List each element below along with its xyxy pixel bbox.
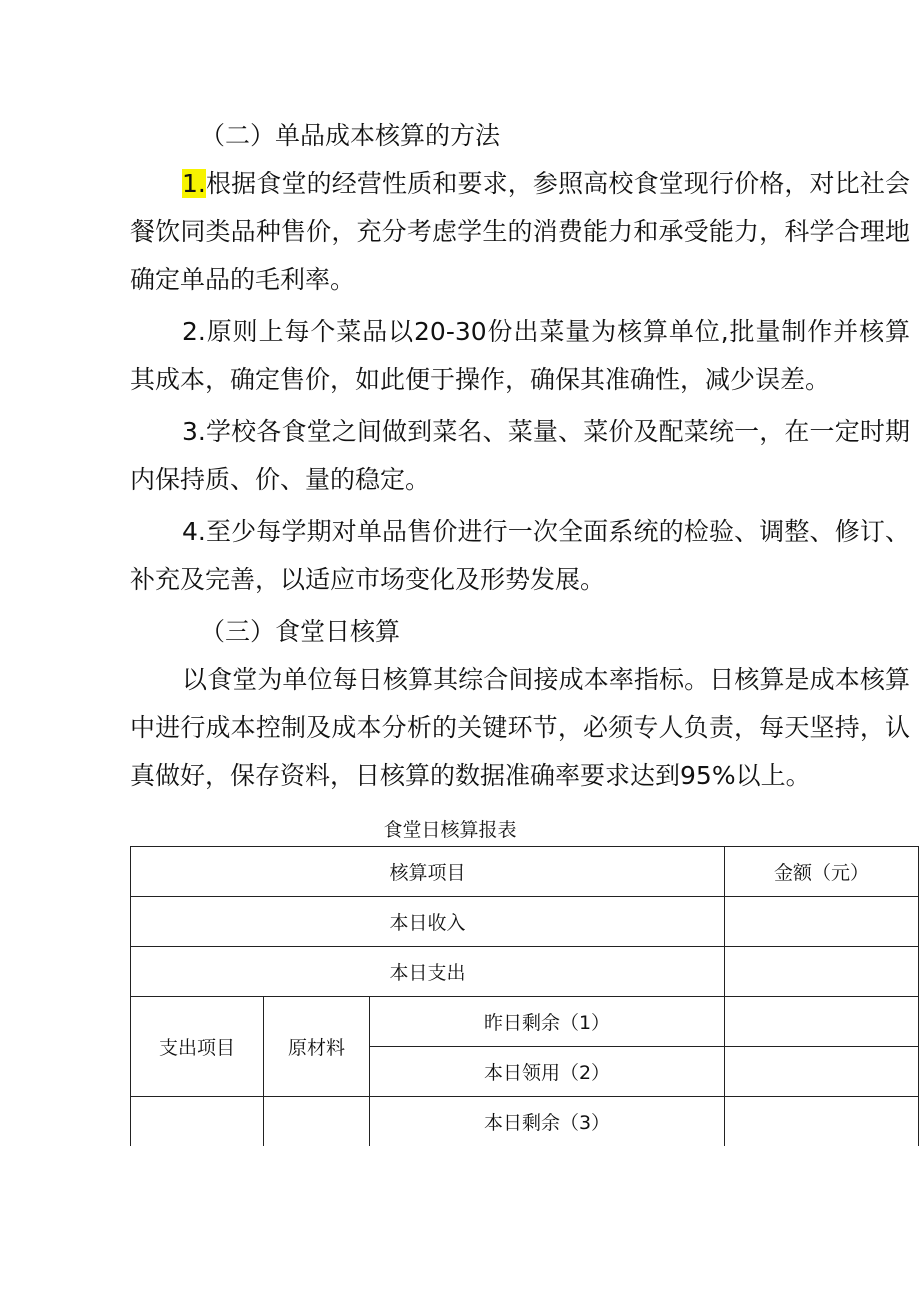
empty-cell	[264, 1097, 370, 1147]
table-caption: 食堂日核算报表	[383, 819, 517, 841]
row-income-label: 本日收入	[131, 897, 725, 947]
today-received-label: 本日领用（2）	[370, 1047, 725, 1097]
row-expense-label: 本日支出	[131, 947, 725, 997]
item-1-number: 1.	[182, 169, 206, 198]
table-row	[131, 1097, 919, 1147]
daily-accounting-table	[130, 846, 919, 1146]
item-1-text: 根据食堂的经营性质和要求，参照高校食堂现行价格，对比社会餐饮同类品种售价，充分考虑学生的消费能力和承受能力，科学合理地确定单品的毛利率。	[130, 169, 910, 294]
item-1	[130, 160, 910, 304]
today-remaining-label: 本日剩余（3）	[370, 1097, 725, 1147]
today-remaining-amount	[725, 1097, 919, 1147]
row-expense-amount	[725, 947, 919, 997]
empty-cell	[131, 1097, 264, 1147]
item-3-text: .学校各食堂之间做到菜名、菜量、菜价及配菜统一，在一定时期内保持质、价、量的稳定。	[130, 417, 910, 494]
table-row	[131, 897, 919, 947]
item-2	[130, 308, 910, 404]
yesterday-remaining-label: 昨日剩余（1）	[370, 997, 725, 1047]
item-4	[130, 508, 910, 604]
table-header-row	[131, 847, 919, 897]
header-amount: 金额（元）	[725, 847, 919, 897]
header-item: 核算项目	[131, 847, 725, 897]
item-2-text: .原则上每个菜品以20-30份出菜量为核算单位,批量制作并核算其成本，确定售价，如此便于操作，确保其准确性，减少误差。	[130, 317, 910, 394]
row-income-amount	[725, 897, 919, 947]
item-3-number: 3	[182, 417, 198, 446]
item-3	[130, 408, 910, 504]
section-2-heading: （二）单品成本核算的方法	[200, 121, 501, 150]
section-3-paragraph: 以食堂为单位每日核算其综合间接成本率指标。日核算是成本核算中进行成本控制及成本分析的关键环节，必须专人负责，每天坚持，认真做好，保存资料，日核算的数据准确率要求达到95%以上。	[130, 665, 910, 790]
item-4-number: 4	[182, 517, 198, 546]
yesterday-remaining-amount	[725, 997, 919, 1047]
expense-items-label: 支出项目	[131, 997, 264, 1097]
table-row	[131, 947, 919, 997]
item-2-number: 2	[182, 317, 198, 346]
raw-materials-label: 原材料	[264, 997, 370, 1097]
today-received-amount	[725, 1047, 919, 1097]
item-4-text: .至少每学期对单品售价进行一次全面系统的检验、调整、修订、补充及完善，以适应市场变化及形势发展。	[130, 517, 910, 594]
section-3-heading: （三）食堂日核算	[200, 617, 401, 646]
table-row	[131, 997, 919, 1047]
